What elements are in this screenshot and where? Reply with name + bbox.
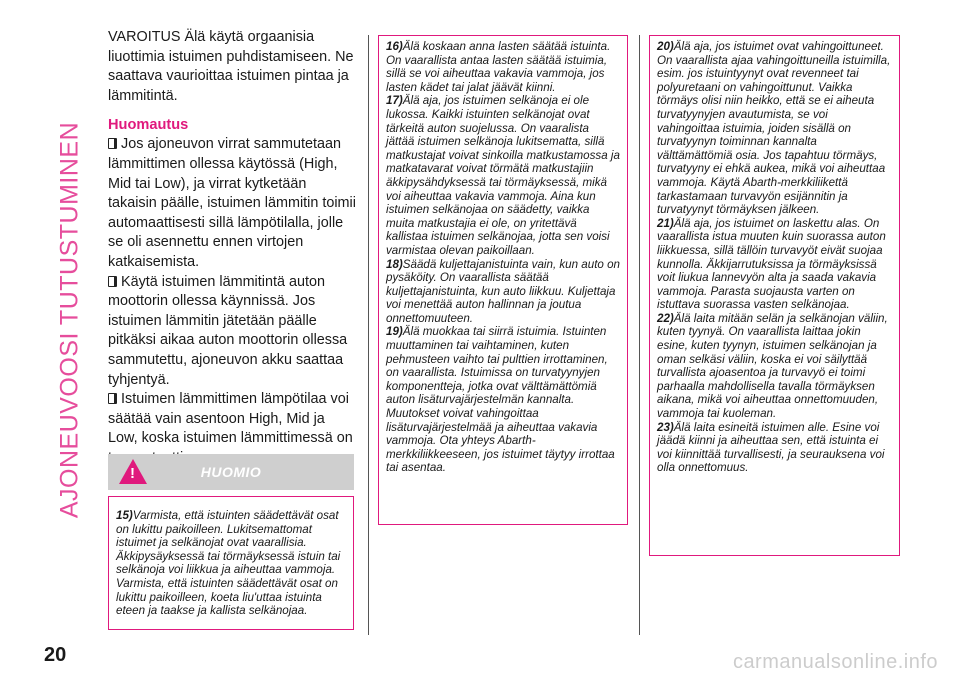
warning-item: 15)Varmista, että istuinten säädettävät osat on lukittu paikoilleen. Lukitsemattomat istuimet ja selkänojat ovat vaarallisia. Äkkipysäyksessä tai törmäyksessä istuin tai selkänoja voi liikkua ja aiheuttaa vammoja. Varmista, että istuinten säädettävät osat on lukittu paikoilleen, koeta liu'uttaa istuinta eteen ja taakse ja kallista selkänojaa. [116,509,341,618]
column-divider [368,35,369,635]
warning-box-1 [108,496,354,630]
book-icon [108,276,117,287]
book-icon [108,393,117,404]
warning-item: 21)Älä aja, jos istuimet on laskettu alas. On vaarallista istua muuten kuin suorassa auton liikkuessa, sillä tällöin turvavyöt eivät suojaa kunnolla. Äkkijarrutuksissa ja törmäyksissä voit liukua lannevyön alta ja saada vakavia vammoja. Parasta suojausta varten on istuttava suorassa vasten selkänojaa. [657,216,886,312]
book-icon [108,138,117,149]
intro-warning-text: VAROITUS Älä käytä orgaanisia liuottimia istuimen puhdistamiseen. Ne saattava vaurioittaa istuimen pintaa ja lämmitintä. [108,29,354,104]
note-paragraph: Jos ajoneuvon virrat sammutetaan lämmittimen ollessa käytössä (High, Mid tai Low), ja virrat kytketään takaisin päälle, istuimen lämmitin toimii automaattisesti sillä lämpötilalla, jolle se oli asennettu ennen virtojen katkaisemista. [108,136,356,270]
page-number: 20 [44,644,67,666]
note-heading: Huomautus [108,117,189,134]
warning-title: HUOMIO [200,464,262,480]
warning-item: 23)Älä laita esineitä istuimen alle. Esine voi jäädä kiinni ja aiheuttaa sen, että istuinta ei voi kiinnittää turvallisesti, ja seurauksena voi olla onnettomuus. [657,420,885,475]
watermark: carmanualsonline.info [732,651,938,673]
side-title-text: AJONEUVOOSI TUTUSTUMINEN [55,121,84,519]
column-divider [639,35,640,635]
warning-item: 20)Älä aja, jos istuimet ovat vahingoittuneet. On vaarallista ajaa vahingoittuneilla istuimilla, esim. jos istuintyynyt ovat revenneet tai polyuretaani on vahingoittunut. Vaikka törmäys olisi niin heikko, että se ei aiheuta turvatyynyjen avautumista, se voi vahingoittaa istuimia, joiden sisällä on turvatyynyn toiminnan kannalta välttämättömiä osia. Jos tapahtuu törmäys, turvatyyny ei ehkä aukea, mikä voi aiheuttaa vammoja. Käytä Abarth-merkkiliikettä tarkastamaan turvavyön esijännitin ja turvatyynyt törmäyksen jälkeen. [657,40,891,217]
warning-item: 18)Säädä kuljettajanistuinta vain, kun auto on pysäköity. On vaarallista säätää kuljettajanistuinta, kun auto liikkuu. Kuljettaja voi menettää auton hallinnan ja joutua onnettomuuteen. [386,257,620,325]
warning-item: 19)Älä muokkaa tai siirrä istuimia. Istuinten muuttaminen tai vaihtaminen, kuten pehmusteen vaihto tai pulttien irrottaminen, on vaarallista. Istuimissa on turvatyynyjen komponentteja, jotka ovat välttämättömiä auton lisäturvajärjestelmän kannalta. Muutokset voivat vahingoittaa lisäturvajärjestelmää ja aiheuttaa vakavia vammoja. Ota yhteys Abarth-merkkiliikkeeseen, jos istuimet täytyy irrottaa tai asentaa. [386,325,615,475]
side-title [40,40,100,600]
warning-item: 22)Älä laita mitään selän ja selkänojan väliin, kuten tyynyä. On vaarallista laittaa jokin esine, kuten tyynyn, istuimen selkänojan ja oman selkäsi väliin, koska ei voi säilyttää turvallista ajoasentoa ja turvavyö ei toimi parhaalla mahdollisella tavalla törmäyksen aikana, mikä voi aiheuttaa onnettomuuden, vammoja tai kuoleman. [657,311,888,421]
warning-item: 17)Älä aja, jos istuimen selkänoja ei ole lukossa. Kaikki istuinten selkänojat ovat tärkeitä auton suojelussa. On vaaralista jättää istuimen selkänoja lukitsematta, sillä matkustajat voivat sinkoilla matkustamossa ja matkatavarat voivat törmätä matkustajiin äkkipysähdyksessä tai törmäyksessä, mikä voi aiheuttaa vakavia vammoja. Aina kun istuimen selkänojaa on säädetty, vaikka muita matkustajia ei ole, on yritettävä kallistaa istuimen selkänojaa, jotta sen voisi varmistaa olevan paikoillaan. [386,94,620,257]
warning-item: 16)Älä koskaan anna lasten säätää istuinta. On vaarallista antaa lasten säätää istuimia, sillä se voi aiheuttaa vakavia vammoja, jos lasten kädet tai jalat jäävät kiinni. [386,40,611,94]
warning-header [108,454,354,490]
note-paragraph: Käytä istuimen lämmitintä auton moottorin ollessa käynnissä. Jos istuimen lämmitin jätetään päälle pitkäksi aikaa auton moottorin ollessa sammutettu, ajoneuvon akku saattaa tyhjentyä. [108,273,348,388]
note-paragraph: Istuimen lämmittimen lämpötilaa voi säätää vain asentoon High, Mid ja Low, koska istuimen lämmittimessä on [108,391,353,447]
column-1 [108,28,358,468]
warning-box-3 [649,35,900,556]
warning-box-2 [378,35,628,525]
